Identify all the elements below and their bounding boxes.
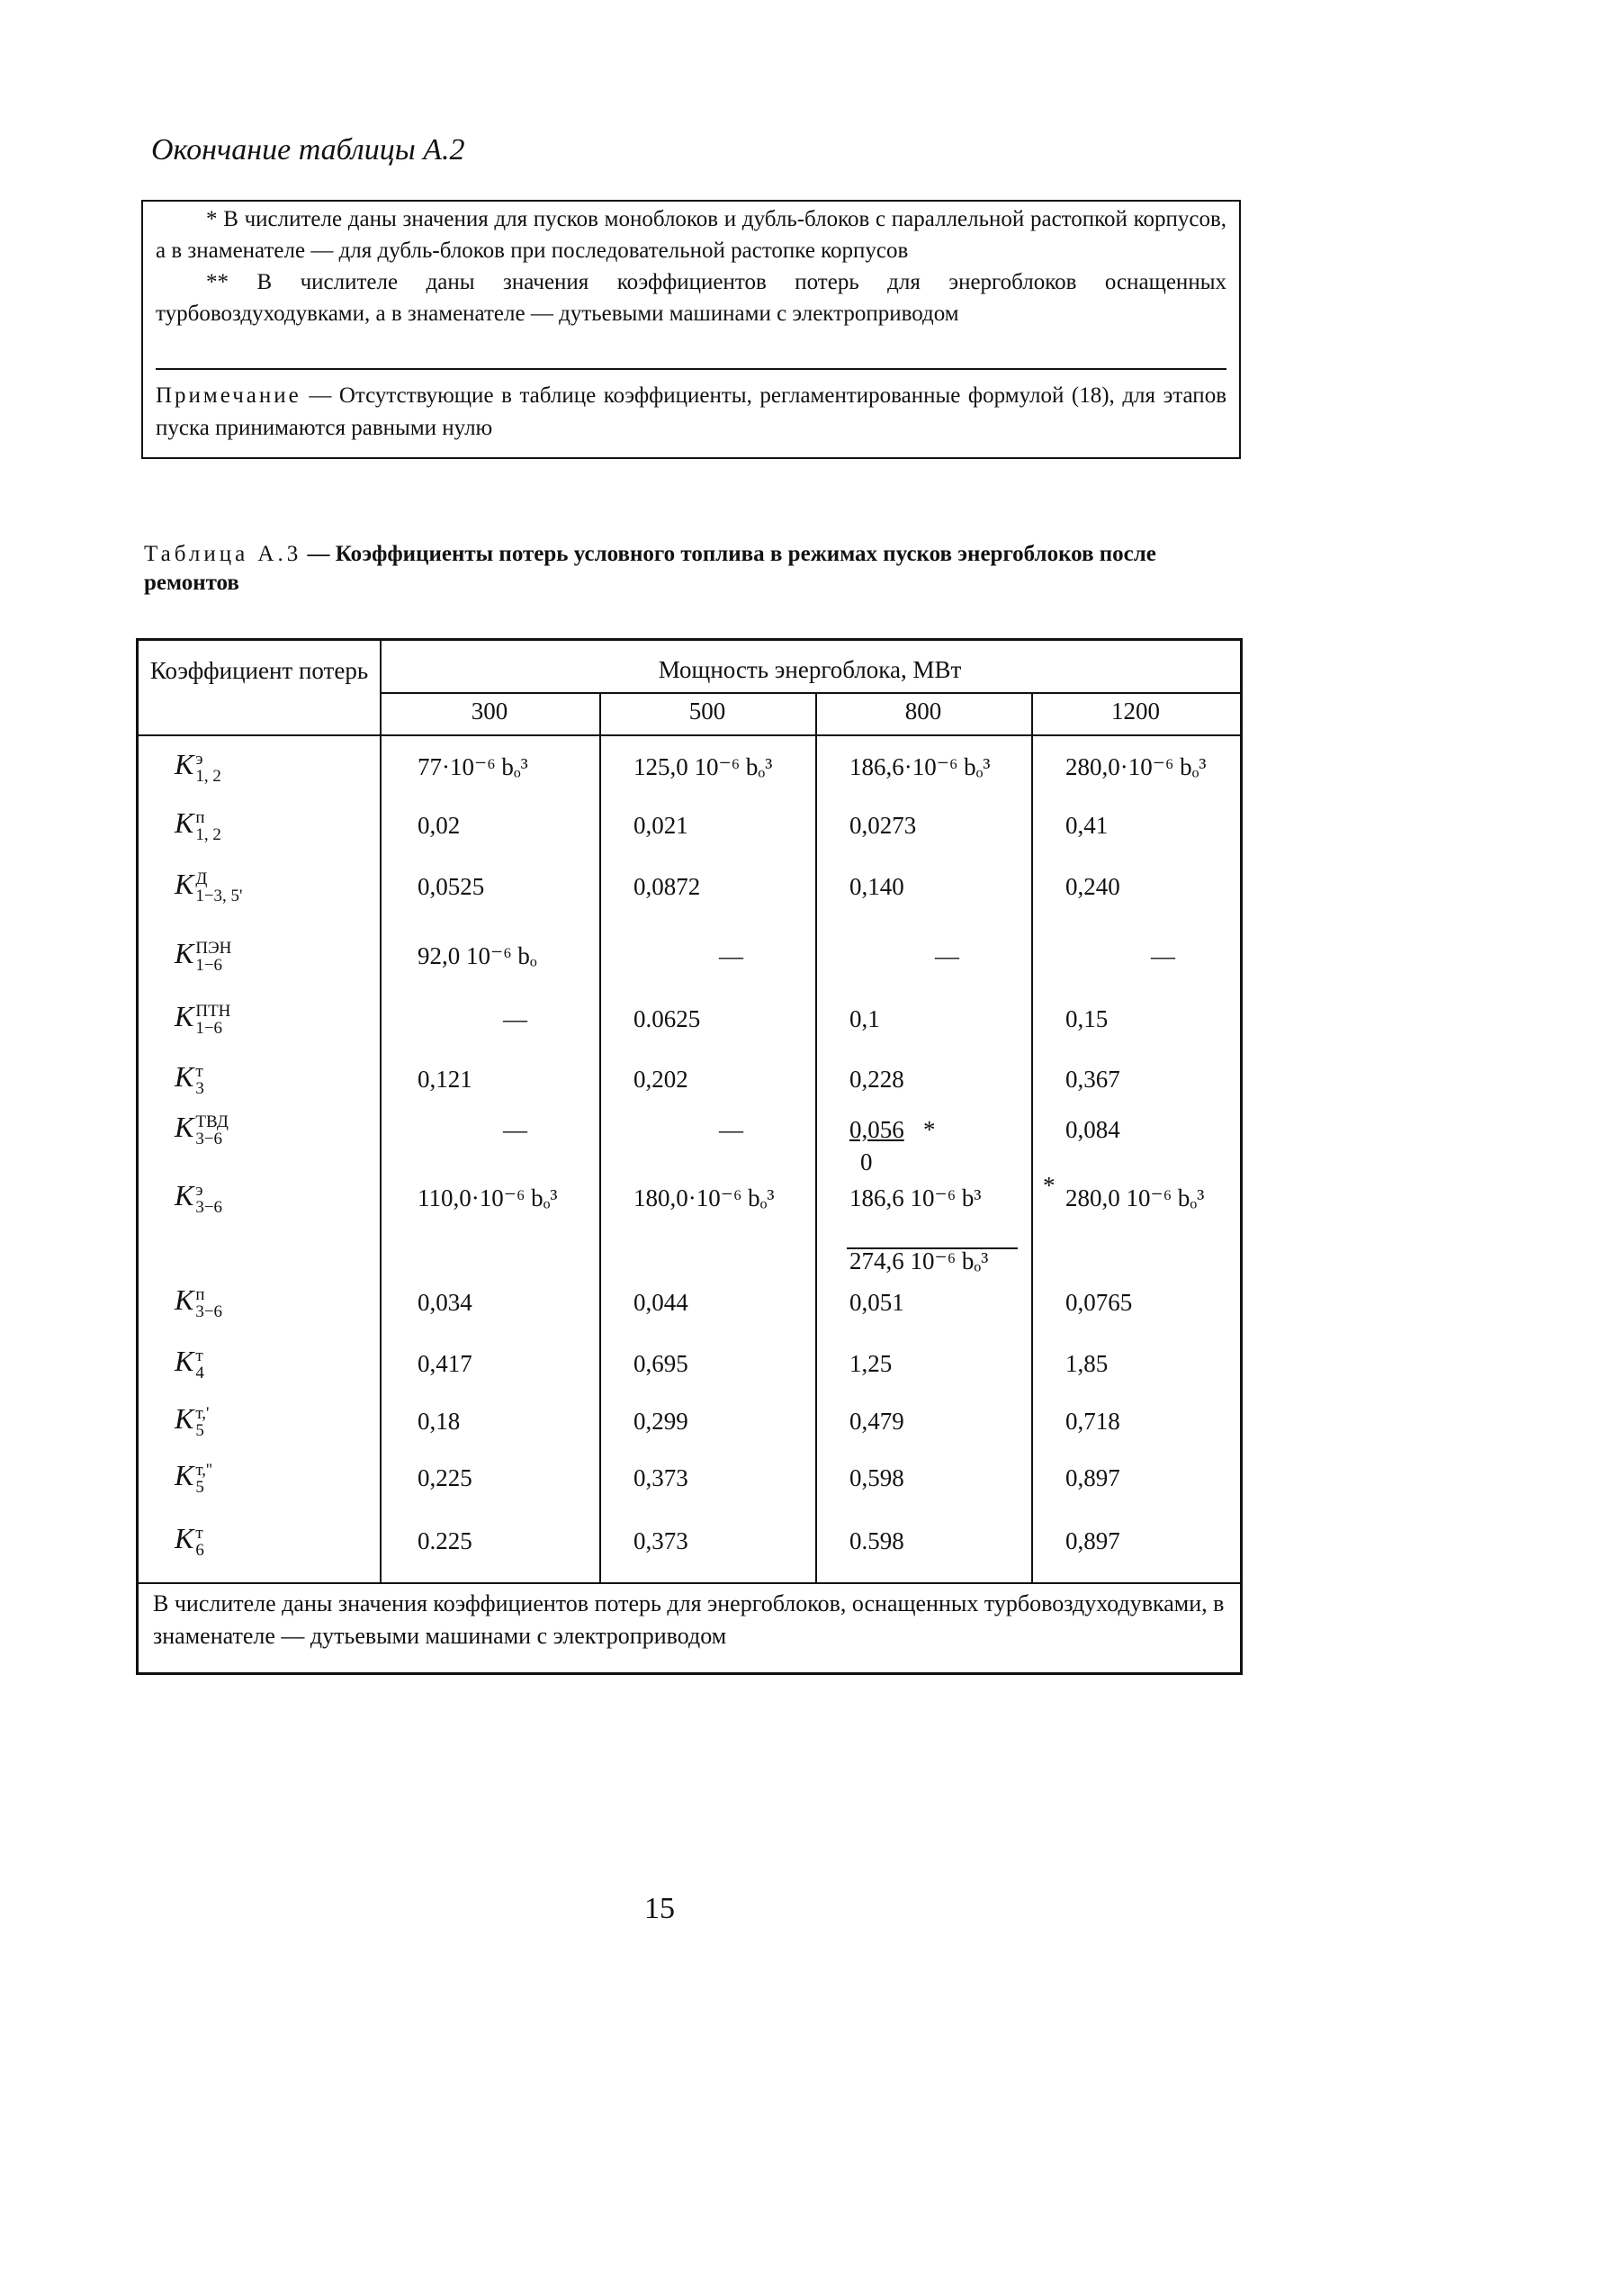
- value-cell-300: 0,034: [418, 1289, 472, 1316]
- note-text: — Отсутствующие в таблице коэффициенты, регламентированные формулой (18), для этапов пуска принимаются равными нулю: [156, 383, 1226, 440]
- row-divider: [139, 1582, 1240, 1584]
- col-divider: [1031, 692, 1033, 1582]
- row-divider: [380, 692, 1240, 694]
- value-cell-1200: 0,367: [1065, 1066, 1120, 1093]
- value-cell-800: 0,140: [849, 873, 904, 900]
- value-cell-1200: 0,084: [1065, 1116, 1120, 1143]
- value-cell-500: 0,373: [633, 1464, 688, 1491]
- coefficient-symbol: K ПТН 1−6: [175, 1000, 231, 1038]
- value-cell-300: 92,0 10⁻⁶ bₒ: [418, 942, 537, 969]
- value-cell-800: —: [935, 942, 959, 969]
- note-label: Примечание: [156, 383, 301, 408]
- value-cell-1200: 0,240: [1065, 873, 1120, 900]
- header-300: 300: [471, 698, 508, 725]
- coefficient-symbol: K э 1, 2: [175, 748, 221, 786]
- col-divider: [815, 692, 817, 1582]
- value-cell-1200: 280,0·10⁻⁶ bₒ³: [1065, 753, 1207, 780]
- row-divider: [139, 734, 1240, 736]
- value-cell-500: 180,0·10⁻⁶ bₒ³: [633, 1184, 775, 1211]
- value-cell-800-numerator: 0,056: [849, 1116, 904, 1143]
- value-cell-300: 77·10⁻⁶ bₒ³: [418, 753, 528, 780]
- coefficient-symbol: K т 3: [175, 1060, 204, 1098]
- header-500: 500: [688, 698, 726, 725]
- value-cell-500: 0,0872: [633, 873, 701, 900]
- value-cell-1200: —: [1151, 942, 1175, 969]
- value-cell-800: 0,0273: [849, 812, 917, 839]
- coefficient-symbol: K п 3−6: [175, 1283, 223, 1321]
- value-cell-800: 0,479: [849, 1408, 904, 1435]
- coefficient-symbol: K т 6: [175, 1522, 204, 1560]
- header-coefficient: Коэффициент потерь: [149, 657, 369, 684]
- value-cell-300: 0,121: [418, 1066, 472, 1093]
- footnotes-box: [141, 200, 1241, 459]
- value-cell-300: 0,0525: [418, 873, 485, 900]
- header-800: 800: [904, 698, 942, 725]
- value-cell-300: 110,0·10⁻⁶ bₒ³: [418, 1184, 558, 1211]
- coefficient-symbol: K т 4: [175, 1345, 204, 1382]
- coefficients-table: [136, 638, 1243, 1675]
- value-cell-800: 0,051: [849, 1289, 904, 1316]
- footnote-mark: *: [1043, 1172, 1056, 1199]
- value-cell-1200: 0,897: [1065, 1527, 1120, 1554]
- value-cell-300: —: [503, 1116, 527, 1143]
- footnote-double-star: ** В числителе даны значения коэффициентов потерь для энергоблоков оснащенных турбовоздуходувками, а в знаменателе — дутьевыми машинами с электроприводом: [156, 270, 1226, 326]
- value-cell-800-denominator: 274,6 10⁻⁶ bₒ³: [849, 1247, 989, 1274]
- coefficient-symbol: K Д 1−3, 5': [175, 868, 243, 905]
- value-cell-800: 0.598: [849, 1527, 904, 1554]
- coefficient-symbol: K ТВД 3−6: [175, 1111, 229, 1148]
- value-cell-800: 186,6·10⁻⁶ bₒ³: [849, 753, 991, 780]
- value-cell-800: 0,1: [849, 1005, 880, 1032]
- value-cell-300: —: [503, 1005, 527, 1032]
- value-cell-1200: 0,897: [1065, 1464, 1120, 1491]
- value-cell-1200: 1,85: [1065, 1350, 1109, 1377]
- value-cell-500: 0.0625: [633, 1005, 701, 1032]
- value-cell-500: —: [719, 942, 743, 969]
- value-cell-500: 125,0 10⁻⁶ bₒ³: [633, 753, 773, 780]
- coefficient-symbol: K ПЭН 1−6: [175, 937, 232, 975]
- value-cell-800: 0,598: [849, 1464, 904, 1491]
- value-cell-500: 0,299: [633, 1408, 688, 1435]
- page-number: 15: [644, 1892, 675, 1925]
- value-cell-500: —: [719, 1116, 743, 1143]
- value-cell-800: 0,228: [849, 1066, 904, 1093]
- value-cell-500: 0,021: [633, 812, 688, 839]
- coefficient-symbol: K т,' 5: [175, 1402, 210, 1440]
- value-cell-500: 0,044: [633, 1289, 688, 1316]
- value-cell-300: 0,225: [418, 1464, 472, 1491]
- coefficient-symbol: K э 3−6: [175, 1179, 223, 1217]
- value-cell-1200: 280,0 10⁻⁶ bₒ³: [1065, 1184, 1205, 1211]
- footnotes: [156, 202, 1226, 370]
- value-cell-800-denominator: 0: [860, 1148, 873, 1175]
- value-cell-300: 0.225: [418, 1527, 472, 1554]
- value-cell-1200: 0,0765: [1065, 1289, 1133, 1316]
- table-title: — Коэффициенты потерь условного топлива в режимах пусков энергоблоков после ремонтов: [144, 542, 1156, 595]
- table-caption: [144, 540, 1206, 598]
- footnote-star: * В числителе даны значения для пусков моноблоков и дубль-блоков с параллельной растопкой корпусов, а в знаменателе — для дубль-блоков при последовательной растопке корпусов: [156, 207, 1226, 263]
- value-cell-300: 0,02: [418, 812, 461, 839]
- value-cell-500: 0,373: [633, 1527, 688, 1554]
- value-cell-300: 0,18: [418, 1408, 461, 1435]
- footnote-mark: *: [923, 1116, 936, 1143]
- value-cell-1200: 0,718: [1065, 1408, 1120, 1435]
- value-cell-800-numerator: 186,6 10⁻⁶ b³: [849, 1184, 982, 1211]
- table-footer-note: В числителе даны значения коэффициентов потерь для энергоблоков, оснащенных турбовоздуходувками, в знаменателе — дутьевыми машинами с электроприводом: [153, 1590, 1225, 1649]
- value-cell-300: 0,417: [418, 1350, 472, 1377]
- coefficient-symbol: K т,'' 5: [175, 1459, 212, 1497]
- note: [156, 380, 1226, 445]
- value-cell-500: 0,695: [633, 1350, 688, 1377]
- table-label: Таблица А.3: [144, 542, 302, 566]
- col-divider: [380, 641, 382, 1582]
- continuation-title: Окончание таблицы А.2: [151, 133, 465, 167]
- coefficient-symbol: K п 1, 2: [175, 806, 221, 844]
- header-1200: 1200: [1111, 698, 1160, 725]
- value-cell-1200: 0,41: [1065, 812, 1109, 839]
- value-cell-1200: 0,15: [1065, 1005, 1109, 1032]
- col-divider: [599, 692, 601, 1582]
- header-power: Мощность энергоблока, МВт: [658, 656, 962, 683]
- value-cell-800: 1,25: [849, 1350, 893, 1377]
- value-cell-500: 0,202: [633, 1066, 688, 1093]
